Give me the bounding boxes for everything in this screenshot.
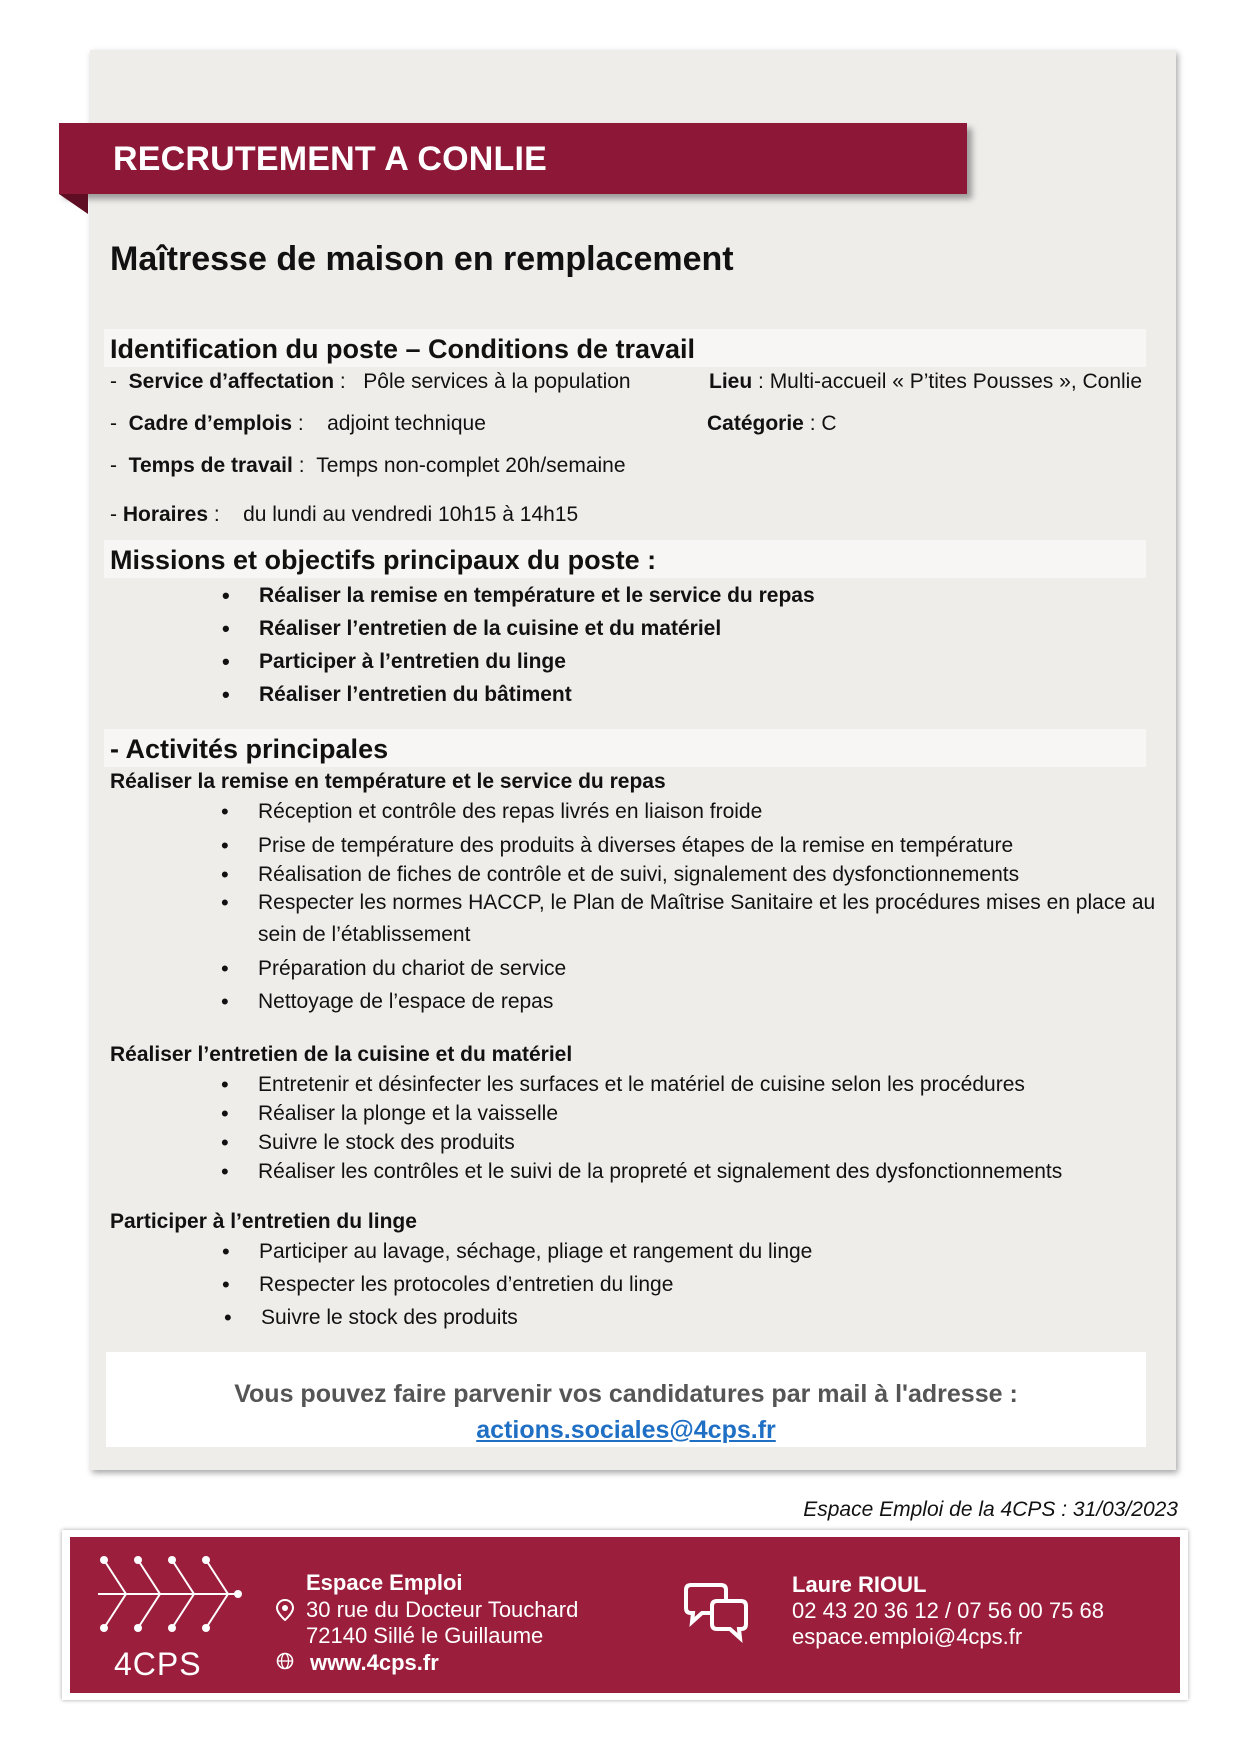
horaires-row: - Horaires : du lundi au vendredi 10h15 à 14h15 (110, 503, 579, 526)
cadre-value: adjoint technique (327, 412, 486, 435)
footer-logo-text: 4CPS (114, 1646, 202, 1682)
bullet-icon: • (222, 1272, 230, 1297)
section-title-activites: - Activités principales (110, 734, 389, 764)
bullet-icon: • (222, 1239, 230, 1264)
activity-item: • Respecter les normes HACCP, le Plan de Maîtrise Sanitaire et les procédures mises en place au (221, 890, 1156, 915)
categorie-row: Catégorie : C (707, 412, 837, 435)
bullet-icon: • (222, 682, 230, 707)
location-pin-icon (276, 1599, 294, 1621)
activity-item: • Respecter les protocoles d’entretien du linge (222, 1272, 674, 1297)
activity-item: • Prise de température des produits à diverses étapes de la remise en température (221, 833, 1014, 858)
footer-phones: 02 43 20 36 12 / 07 56 00 75 68 (792, 1598, 1104, 1623)
activity-item: • Suivre le stock des produits (224, 1305, 518, 1330)
bullet-icon: • (224, 1305, 232, 1330)
activity-group-heading: Participer à l’entretien du linge (110, 1210, 417, 1233)
banner-title: RECRUTEMENT A CONLIE (113, 140, 548, 178)
lieu-label: Lieu (709, 370, 753, 393)
footer-contact-name: Laure RIOUL (792, 1572, 927, 1597)
section-title-missions: Missions et objectifs principaux du poste : (110, 545, 657, 575)
categorie-value: C (821, 412, 837, 435)
bullet-icon: • (221, 1101, 229, 1126)
service-row: - Service d’affectation : Pôle services à la population (110, 370, 631, 393)
footer-address-line1: 30 rue du Docteur Touchard (306, 1597, 579, 1622)
footer-address-line2: 72140 Sillé le Guillaume (306, 1623, 544, 1648)
temps-row: - Temps de travail : Temps non-complet 20h/semaine (110, 454, 626, 477)
cadre-row: - Cadre d’emplois : adjoint technique (110, 412, 486, 435)
date-stamp: Espace Emploi de la 4CPS : 31/03/2023 (803, 1498, 1178, 1521)
contact-text: Vous pouvez faire parvenir vos candidatures par mail à l'adresse : (234, 1380, 1018, 1408)
contact-email-link[interactable]: actions.sociales@4cps.fr (476, 1416, 776, 1444)
bullet-icon: • (221, 799, 229, 824)
horaires-value: du lundi au vendredi 10h15 à 14h15 (243, 503, 579, 526)
bullet-icon: • (221, 1072, 229, 1097)
mission-item: • Participer à l’entretien du linge (222, 649, 566, 674)
activity-item: • Réception et contrôle des repas livrés en liaison froide (221, 799, 763, 824)
service-value: Pôle services à la population (363, 370, 631, 393)
lieu-value: Multi-accueil « P’tites Pousses », Conlie (769, 370, 1143, 393)
activity-item: • Réalisation de fiches de contrôle et de suivi, signalement des dysfonctionnements (221, 862, 1020, 887)
banner-fold (59, 194, 88, 214)
footer-website-link[interactable]: www.4cps.fr (310, 1650, 439, 1675)
bullet-icon: • (221, 989, 229, 1014)
bullet-icon: • (221, 1159, 229, 1184)
activity-item: • Réaliser les contrôles et le suivi de la propreté et signalement des dysfonctionnements (221, 1159, 1063, 1184)
activity-item: • Nettoyage de l’espace de repas (221, 989, 554, 1014)
mission-item: • Réaliser la remise en température et le service du repas (222, 583, 815, 608)
lieu-row: Lieu : Multi-accueil « P’tites Pousses », Conlie (709, 370, 1143, 393)
arrows-logo-icon (98, 1548, 248, 1640)
mission-item: • Réaliser l’entretien du bâtiment (222, 682, 572, 707)
horaires-label: Horaires (122, 503, 209, 526)
temps-label: Temps de travail (128, 454, 293, 477)
service-label: Service d’affectation (128, 370, 335, 393)
job-title: Maîtresse de maison en remplacement (110, 240, 734, 278)
activity-item-continued: sein de l’établissement (258, 923, 471, 946)
bullet-icon: • (222, 649, 230, 674)
temps-value: Temps non-complet 20h/semaine (316, 454, 626, 477)
globe-icon (276, 1652, 294, 1670)
chat-bubbles-icon (680, 1582, 752, 1644)
activity-item: • Suivre le stock des produits (221, 1130, 515, 1155)
bullet-icon: • (221, 833, 229, 858)
footer-email[interactable]: espace.emploi@4cps.fr (792, 1624, 1023, 1649)
activity-item: • Préparation du chariot de service (221, 956, 567, 981)
bullet-icon: • (221, 956, 229, 981)
bullet-icon: • (221, 862, 229, 887)
activity-item: • Entretenir et désinfecter les surfaces et le matériel de cuisine selon les procédures (221, 1072, 1025, 1097)
bullet-icon: • (222, 583, 230, 608)
categorie-label: Catégorie (707, 412, 804, 435)
section-title-identification: Identification du poste – Conditions de travail (110, 334, 696, 364)
bullet-icon: • (221, 890, 229, 915)
bullet-icon: • (221, 1130, 229, 1155)
cadre-label: Cadre d’emplois (128, 412, 293, 435)
footer-org-name: Espace Emploi (306, 1570, 463, 1595)
activity-group-heading: Réaliser l’entretien de la cuisine et du matériel (110, 1043, 573, 1066)
bullet-icon: • (222, 616, 230, 641)
activity-item: • Réaliser la plonge et la vaisselle (221, 1101, 558, 1126)
mission-item: • Réaliser l’entretien de la cuisine et du matériel (222, 616, 722, 641)
activity-item: • Participer au lavage, séchage, pliage et rangement du linge (222, 1239, 813, 1264)
activity-group-heading: Réaliser la remise en température et le service du repas (110, 770, 666, 793)
